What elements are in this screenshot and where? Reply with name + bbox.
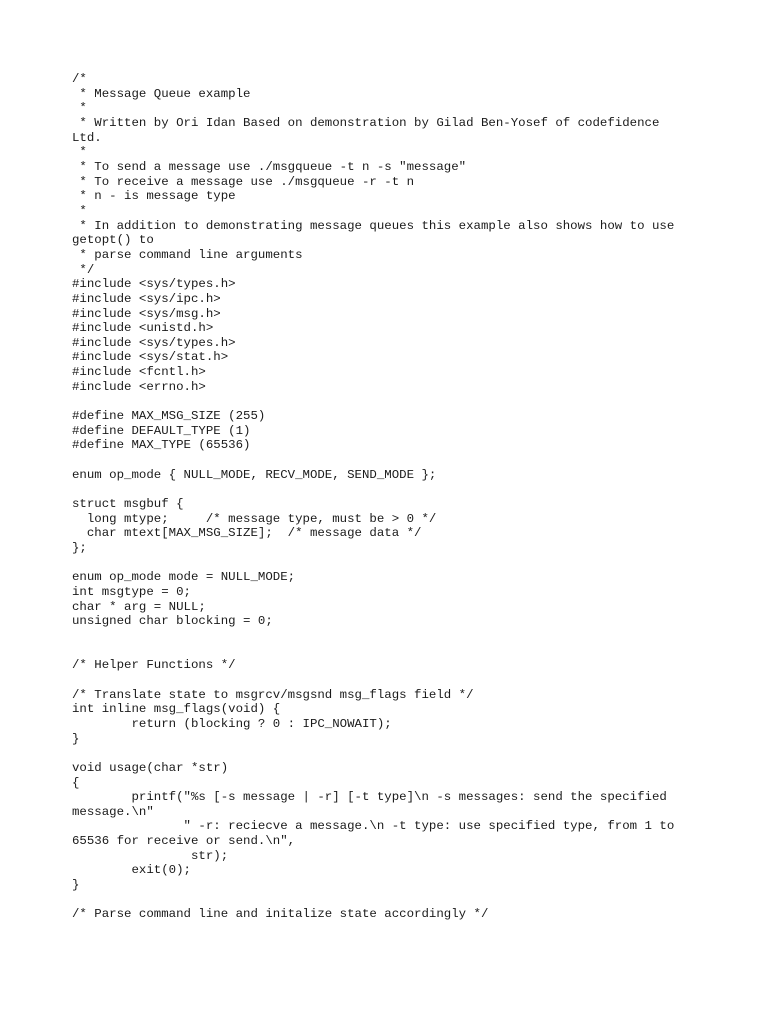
code-line: */ [72,262,95,277]
code-line: /* Parse command line and initalize state accordingly */ [72,907,489,922]
code-line: enum op_mode { NULL_MODE, RECV_MODE, SEND_MODE }; [72,467,437,482]
code-line: }; [72,541,87,555]
code-line: * [72,145,87,160]
code-line: * To send a message use ./msgqueue -t n -s "message" [72,159,467,174]
code-line [72,629,702,644]
code-line: message.\n" [72,804,154,819]
code-line: Ltd. [72,130,102,145]
code-line: void usage(char *str) [72,760,229,775]
code-line: #include <errno.h> [72,379,206,394]
code-line [72,556,702,571]
code-line: char mtext[MAX_MSG_SIZE]; /* message data */ [72,526,422,541]
code-line: { [72,775,80,790]
code-line [72,746,702,761]
code-line: * [72,101,87,116]
code-line [72,482,702,497]
code-line: /* Helper Functions */ [72,658,236,673]
code-line: long mtype; /* message type, must be > 0 */ [72,511,437,526]
code-line: char * arg = NULL; [72,599,206,614]
code-line [72,453,702,468]
code-line: * parse command line arguments [72,247,303,262]
code-line: * Written by Ori Idan Based on demonstration by Gilad Ben-Yosef of codefidence [72,115,660,130]
code-line: unsigned char blocking = 0; [72,614,273,629]
code-line: str); [72,848,229,863]
code-line [72,394,702,409]
code-line [72,644,702,659]
code-line [72,893,702,908]
source-code-block [72,72,702,922]
code-line: struct msgbuf { [72,497,184,512]
code-line: * n - is message type [72,189,236,204]
code-line: #include <fcntl.h> [72,365,206,380]
code-line: * [72,203,87,218]
code-line [72,673,702,688]
code-line: /* [72,72,87,86]
code-line: * Message Queue example [72,86,251,101]
code-line: int msgtype = 0; [72,584,191,599]
code-line: #include <sys/types.h> [72,335,236,350]
code-line: return (blocking ? 0 : IPC_NOWAIT); [72,716,392,731]
code-line: } [72,731,80,746]
code-line: #define MAX_TYPE (65536) [72,438,251,453]
code-line: #include <sys/ipc.h> [72,291,221,306]
code-line: int inline msg_flags(void) { [72,702,281,717]
code-line: #include <sys/stat.h> [72,350,229,365]
code-line: #define DEFAULT_TYPE (1) [72,423,251,438]
code-line: 65536 for receive or send.\n", [72,834,296,849]
code-line: #define MAX_MSG_SIZE (255) [72,409,266,424]
code-line: getopt() to [72,233,154,248]
code-line: " -r: reciecve a message.\n -t type: use specified type, from 1 to [72,819,675,834]
code-line: #include <sys/types.h> [72,277,236,292]
code-line: /* Translate state to msgrcv/msgsnd msg_flags field */ [72,687,474,702]
code-line: #include <unistd.h> [72,321,214,336]
code-line: * To receive a message use ./msgqueue -r -t n [72,174,415,189]
code-line: enum op_mode mode = NULL_MODE; [72,570,296,585]
code-line: exit(0); [72,863,191,878]
code-line: printf("%s [-s message | -r] [-t type]\n -s messages: send the specified [72,790,667,805]
code-line: } [72,878,80,893]
code-line: #include <sys/msg.h> [72,306,221,321]
code-line: * In addition to demonstrating message queues this example also shows how to use [72,218,675,233]
